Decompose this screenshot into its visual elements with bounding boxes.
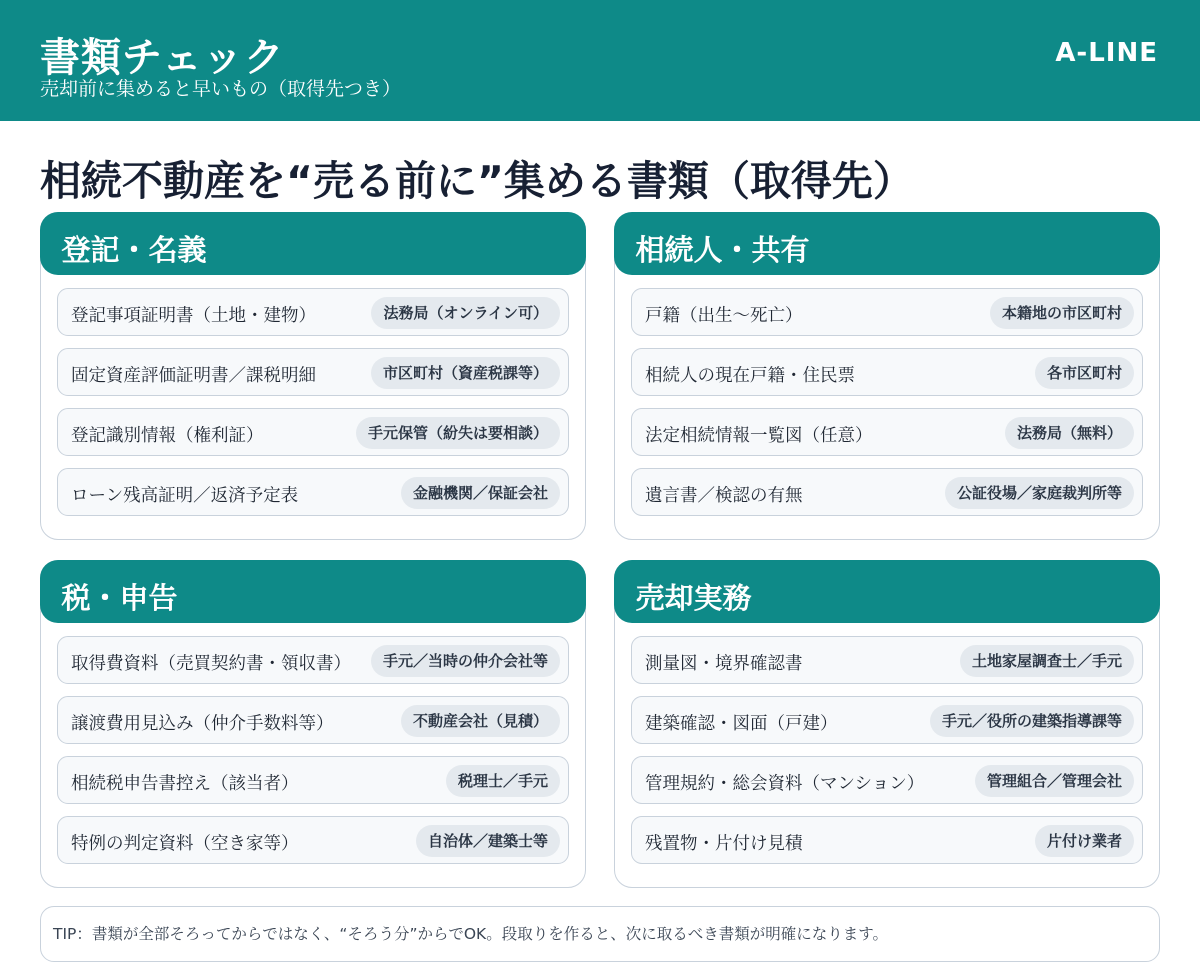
document-name: 法定相続情報一覧図（任意） (645, 426, 873, 446)
list-item (631, 696, 1143, 744)
document-name: 特例の判定資料（空き家等） (71, 834, 299, 854)
page-subtitle: 売却前に集めると早いもの（取得先つき） (40, 78, 402, 100)
source-badge: 各市区町村 (1035, 357, 1134, 389)
document-name: 相続人の現在戸籍・住民票 (645, 366, 855, 386)
source-badge: 税理士／手元 (446, 765, 560, 797)
list-item (631, 408, 1143, 456)
list-item (57, 696, 569, 744)
source-badge: 不動産会社（見積） (401, 705, 560, 737)
source-badge: 金融機関／保証会社 (401, 477, 560, 509)
source-badge: 法務局（無料） (1005, 417, 1134, 449)
section-card-heirs (614, 212, 1160, 540)
main-headline: 相続不動産を“売る前に”集める書類（取得先） (40, 157, 914, 205)
list-item (57, 756, 569, 804)
section-header (614, 212, 1160, 275)
source-badge: 公証役場／家庭裁判所等 (945, 477, 1134, 509)
document-name: 登記識別情報（権利証） (71, 426, 264, 446)
tip-box (40, 906, 1160, 962)
section-card-registration (40, 212, 586, 540)
source-badge: 本籍地の市区町村 (990, 297, 1134, 329)
list-item (57, 636, 569, 684)
list-item (57, 816, 569, 864)
source-badge: 市区町村（資産税課等） (371, 357, 560, 389)
document-name: ローン残高証明／返済予定表 (71, 486, 299, 506)
brand-logo: A-LINE (1055, 38, 1158, 68)
header-bar (0, 0, 1200, 121)
section-header (40, 560, 586, 623)
document-name: 残置物・片付け見積 (645, 834, 803, 854)
source-badge: 手元／当時の仲介会社等 (371, 645, 560, 677)
source-badge: 自治体／建築士等 (416, 825, 560, 857)
section-header (614, 560, 1160, 623)
source-badge: 手元保管（紛失は要相談） (356, 417, 560, 449)
document-name: 取得費資料（売買契約書・領収書） (71, 654, 351, 674)
list-item (57, 408, 569, 456)
document-name: 登記事項証明書（土地・建物） (71, 306, 316, 326)
source-badge: 片付け業者 (1035, 825, 1134, 857)
list-item (57, 348, 569, 396)
source-badge: 手元／役所の建築指導課等 (930, 705, 1134, 737)
section-card-tax (40, 560, 586, 888)
document-name: 相続税申告書控え（該当者） (71, 774, 299, 794)
list-item (57, 288, 569, 336)
list-item (57, 468, 569, 516)
source-badge: 管理組合／管理会社 (975, 765, 1134, 797)
section-title: 売却実務 (635, 580, 752, 615)
list-item (631, 468, 1143, 516)
page-title: 書類チェック (40, 35, 285, 81)
list-item (631, 348, 1143, 396)
document-name: 遺言書／検認の有無 (645, 486, 803, 506)
document-name: 戸籍（出生〜死亡） (645, 306, 803, 326)
section-title: 税・申告 (61, 580, 178, 615)
list-item (631, 816, 1143, 864)
document-name: 譲渡費用見込み（仲介手数料等） (71, 714, 334, 734)
section-title: 相続人・共有 (635, 232, 810, 267)
list-item (631, 636, 1143, 684)
document-name: 管理規約・総会資料（マンション） (645, 774, 925, 794)
source-badge: 法務局（オンライン可） (371, 297, 560, 329)
section-card-sale-practice (614, 560, 1160, 888)
source-badge: 土地家屋調査士／手元 (960, 645, 1134, 677)
document-name: 測量図・境界確認書 (645, 654, 803, 674)
list-item (631, 288, 1143, 336)
list-item (631, 756, 1143, 804)
section-header (40, 212, 586, 275)
document-name: 固定資産評価証明書／課税明細 (71, 366, 316, 386)
tip-text: TIP：書類が全部そろってからではなく、“そろう分”からでOK。段取りを作ると、次に取るべき書類が明確になります。 (53, 925, 888, 943)
document-name: 建築確認・図面（戸建） (645, 714, 838, 734)
section-title: 登記・名義 (61, 232, 207, 267)
